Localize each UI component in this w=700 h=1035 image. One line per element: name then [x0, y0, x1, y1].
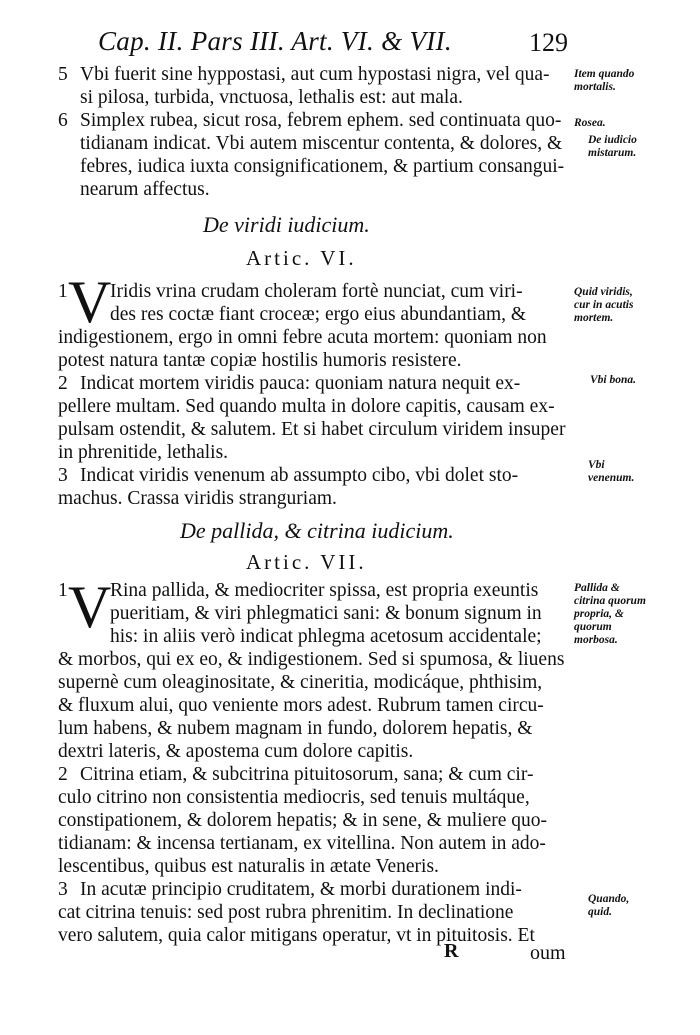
text-line: constipationem, & dolorem hepatis; & in sene, & muliere quo-: [58, 810, 548, 831]
text-line: des res coctæ fiant croceæ; ergo eius abundantiam, &: [110, 304, 527, 325]
catchword: oum: [530, 942, 566, 964]
text-line: supernè cum oleaginositate, & cineritia, modicáque, phthisim,: [58, 672, 543, 693]
text-line: pellere multam. Sed quando multa in dolore capitis, causam ex-: [58, 396, 555, 417]
margin-note: Item quando mortalis.: [574, 68, 635, 93]
text-line: lescentibus, quibus est naturalis in ætate Veneris.: [58, 856, 439, 877]
text-line: pulsam ostendit, & salutem. Et si habet circulum viridem insuper: [58, 419, 566, 440]
text-line: dextri lateris, & apostema cum dolore capitis.: [58, 741, 414, 762]
text-line: vero salutem, quia calor mitigans operatur, vt in pituitosis. Et: [58, 925, 535, 946]
text-line: his: in aliis verò indicat phlegma acetosum accidentale;: [110, 626, 542, 647]
margin-note: Quid viridis, cur in acutis mortem.: [574, 286, 634, 324]
text-line: 6 Simplex rubea, sicut rosa, febrem ephem. sed continuata quo-: [58, 110, 562, 131]
text-line: lum habens, & nubem magnam in fundo, dolorem hepatis, &: [58, 718, 533, 739]
text-line: 3 In acutæ principio cruditatem, & morbi durationem indi-: [58, 879, 522, 900]
text-line: tidianam indicat. Vbi autem miscentur contenta, & dolores, &: [80, 133, 563, 154]
margin-note: Vbi venenum.: [588, 459, 635, 484]
text-line: culo citrino non consistentia mediocris, sed tenuis multáque,: [58, 787, 530, 808]
text-line: si pilosa, turbida, vnctuosa, lethalis est: aut mala.: [80, 87, 463, 108]
text-line: cat citrina tenuis: sed post rubra phrenitim. In declinatione: [58, 902, 514, 923]
text-line: in phrenitide, lethalis.: [58, 442, 229, 463]
article-heading-vi: Artic. VI.: [246, 246, 357, 270]
section-title-viridi: De viridi iudicium.: [203, 212, 370, 237]
text-line: potest natura tantæ copiæ hostilis humoris resistere.: [58, 350, 462, 371]
text-line: indigestionem, ergo in omni febre acuta mortem: quoniam non: [58, 327, 547, 348]
margin-note: Quando, quid.: [588, 893, 630, 918]
page-header: [98, 26, 598, 62]
text-line: 2 Citrina etiam, & subcitrina pituitosorum, sana; & cum cir-: [58, 764, 534, 785]
text-line: tidianam: & incensa tertianam, ex vitellina. Non autem in ado-: [58, 833, 546, 854]
text-line: 5 Vbi fuerit sine hyppostasi, aut cum hypostasi nigra, vel qua-: [58, 64, 550, 85]
text-line: 3 Indicat viridis venenum ab assumpto cibo, vbi dolet sto-: [58, 465, 519, 486]
text-line: nearum affectus.: [80, 179, 210, 200]
margin-note: Pallida & citrina quorum propria, & quorum morbosa.: [574, 582, 646, 646]
text-line: & morbos, qui ex eo, & indigestionem. Sed si spumosa, & liuens: [58, 649, 565, 670]
margin-note: Vbi bona.: [590, 374, 637, 386]
section-title-pallida: De pallida, & citrina iudicium.: [180, 518, 454, 543]
margin-note: De iudicio mistarum.: [588, 134, 637, 159]
page-number: 129: [529, 28, 568, 57]
text-line: pueritiam, & viri phlegmatici sani: & bonum signum in: [110, 603, 542, 624]
article-heading-vii: Artic. VII.: [246, 550, 367, 574]
text-line: & fluxum alui, quo veniente mors adest. Rubrum tamen circu-: [58, 695, 544, 716]
text-line: 1 Rina pallida, & mediocriter spissa, est propria exeuntis: [58, 580, 539, 601]
text-line: 2 Indicat mortem viridis pauca: quoniam natura nequit ex-: [58, 373, 521, 394]
drop-cap: V: [68, 574, 112, 640]
signature-mark: R: [444, 940, 459, 962]
margin-note: Rosea.: [574, 117, 606, 129]
text-line: 1 Iridis vrina crudam choleram fortè nunciat, cum viri-: [58, 281, 523, 302]
running-head: Cap. II. Pars III. Art. VI. & VII.: [98, 26, 452, 56]
text-line: machus. Crassa viridis stranguriam.: [58, 488, 337, 509]
text-line: febres, iudica iuxta consignificationem, & partium consangui-: [80, 156, 565, 177]
drop-cap: V: [68, 269, 112, 335]
